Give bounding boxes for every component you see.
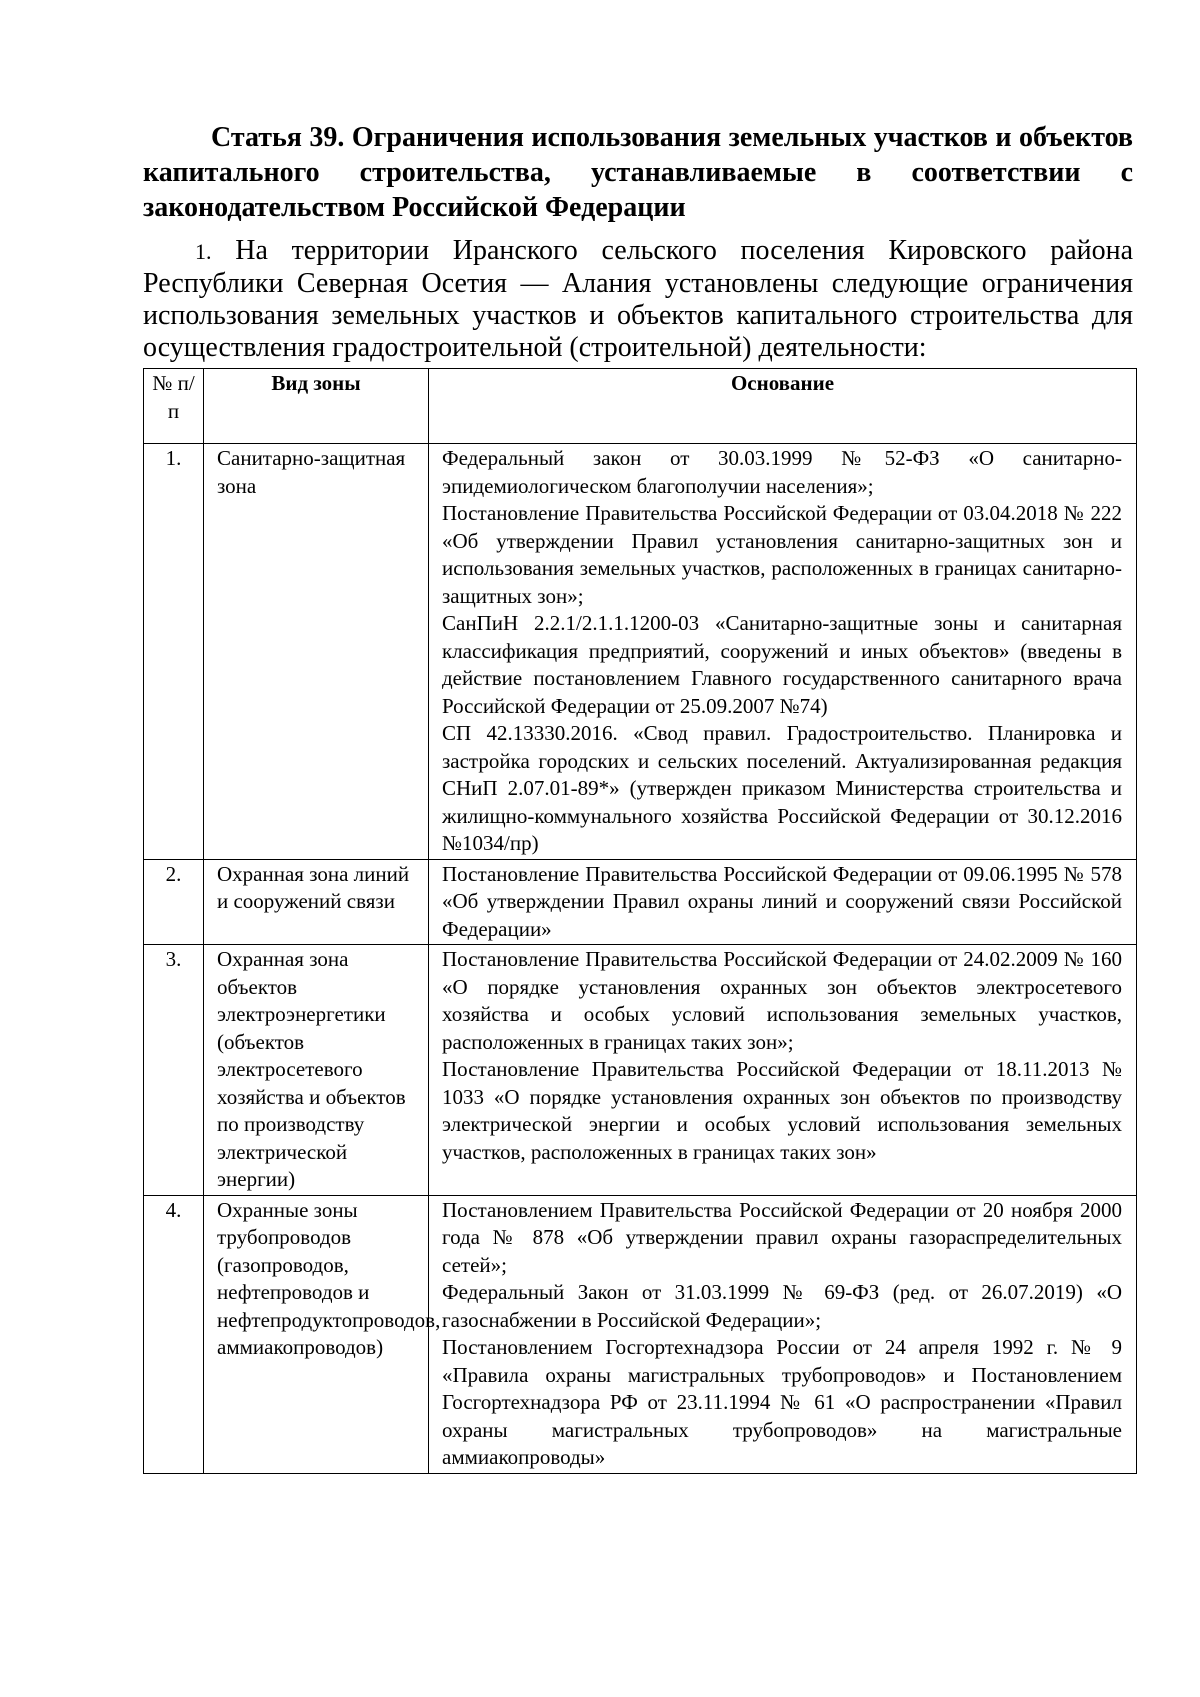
basis-item: Постановление Правительства Российской Федерации от 03.04.2018 № 222 «Об утверждении Правил установления санитарно-защитных зон и использования земельных участков, расположенных в границах санитарно-защитных зон»; [442, 501, 1122, 608]
intro-text: На территории Иранского сельского поселения Кировского района Республики Северная Осетия — Алания установлены следующие ограничения использования земельных участков и объектов капитального строительства для осуществления градостроительной (строительной) деятельности: [143, 235, 1134, 363]
table-row [144, 444, 1137, 860]
header-num: № п/п [144, 369, 204, 444]
row-num: 4. [144, 1195, 204, 1473]
row-basis [429, 859, 1137, 945]
document-page [143, 120, 1133, 1474]
row-num: 2. [144, 859, 204, 945]
intro-number: 1. [195, 239, 212, 264]
row-basis [429, 1195, 1137, 1473]
row-basis [429, 444, 1137, 860]
row-zone: Охранная зона объектов электроэнергетики (объектов электросетевого хозяйства и объектов по производству электрической энергии) [204, 945, 429, 1196]
article-heading: Статья 39. Ограничения использования земельных участков и объектов капитального строительства, устанавливаемые в соответствии с законодательством Российской Федерации [143, 122, 1133, 223]
basis-item: Постановление Правительства Российской Федерации от 09.06.1995 № 578 «Об утверждении Правил охраны линий и сооружений связи Российской Федерации» [442, 861, 1122, 941]
row-zone: Охранные зоны трубопроводов (газопроводов, нефтепроводов и нефтепродуктопроводов, аммиакопроводов) [204, 1195, 429, 1473]
basis-item: Постановление Правительства Российской Федерации от 24.02.2009 № 160 «О порядке установления охранных зон объектов электросетевого хозяйства и особых условий использования земельных участков, расположенных в границах таких зон»; [442, 947, 1122, 1054]
row-num: 3. [144, 945, 204, 1196]
basis-item: СП 42.13330.2016. «Свод правил. Градостроительство. Планировка и застройка городских и сельских поселений. Актуализированная редакция СНиП 2.07.01-89*» (утвержден приказом Министерства строительства и жилищно-коммунального хозяйства Российской Федерации от 30.12.2016 №1034/пр) [442, 721, 1122, 855]
basis-item: Постановлением Госгортехнадзора России от 24 апреля 1992 г. № 9 «Правила охраны магистральных трубопроводов» и Постановлением Госгортехнадзора РФ от 23.11.1994 № 61 «О распространении «Правил охраны магистральных трубопроводов» на магистральные аммиакопроводы» [442, 1335, 1122, 1469]
table-row [144, 1195, 1137, 1473]
row-zone: Охранная зона линий и сооружений связи [204, 859, 429, 945]
table-row [144, 859, 1137, 945]
basis-item: Федеральный Закон от 31.03.1999 № 69-ФЗ (ред. от 26.07.2019) «О газоснабжении в Российской Федерации»; [442, 1280, 1122, 1332]
basis-item: Федеральный закон от 30.03.1999 №52-ФЗ «О санитарно-эпидемиологическом благополучии населения»; [442, 446, 1122, 498]
row-basis [429, 945, 1137, 1196]
header-zone: Вид зоны [204, 369, 429, 444]
header-basis: Основание [429, 369, 1137, 444]
restrictions-table [143, 368, 1137, 1474]
basis-item: СанПиН 2.2.1/2.1.1.1200-03 «Санитарно-защитные зоны и санитарная классификация предприятий, сооружений и иных объектов» (введены в действие постановлением Главного государственного санитарного врача Российской Федерации от 25.09.2007 №74) [442, 611, 1122, 718]
row-num: 1. [144, 444, 204, 860]
basis-item: Постановлением Правительства Российской Федерации от 20 ноября 2000 года № 878 «Об утверждении правил охраны газораспределительных сетей»; [442, 1197, 1122, 1277]
table-header-row [144, 369, 1137, 444]
table-row [144, 945, 1137, 1196]
intro-paragraph [143, 235, 1133, 364]
row-zone: Санитарно-защитная зона [204, 444, 429, 860]
basis-item: Постановление Правительства Российской Федерации от 18.11.2013 № 1033 «О порядке установления охранных зон объектов по производству электрической энергии и особых условий использования земельных участков, расположенных в границах таких зон» [442, 1057, 1122, 1164]
